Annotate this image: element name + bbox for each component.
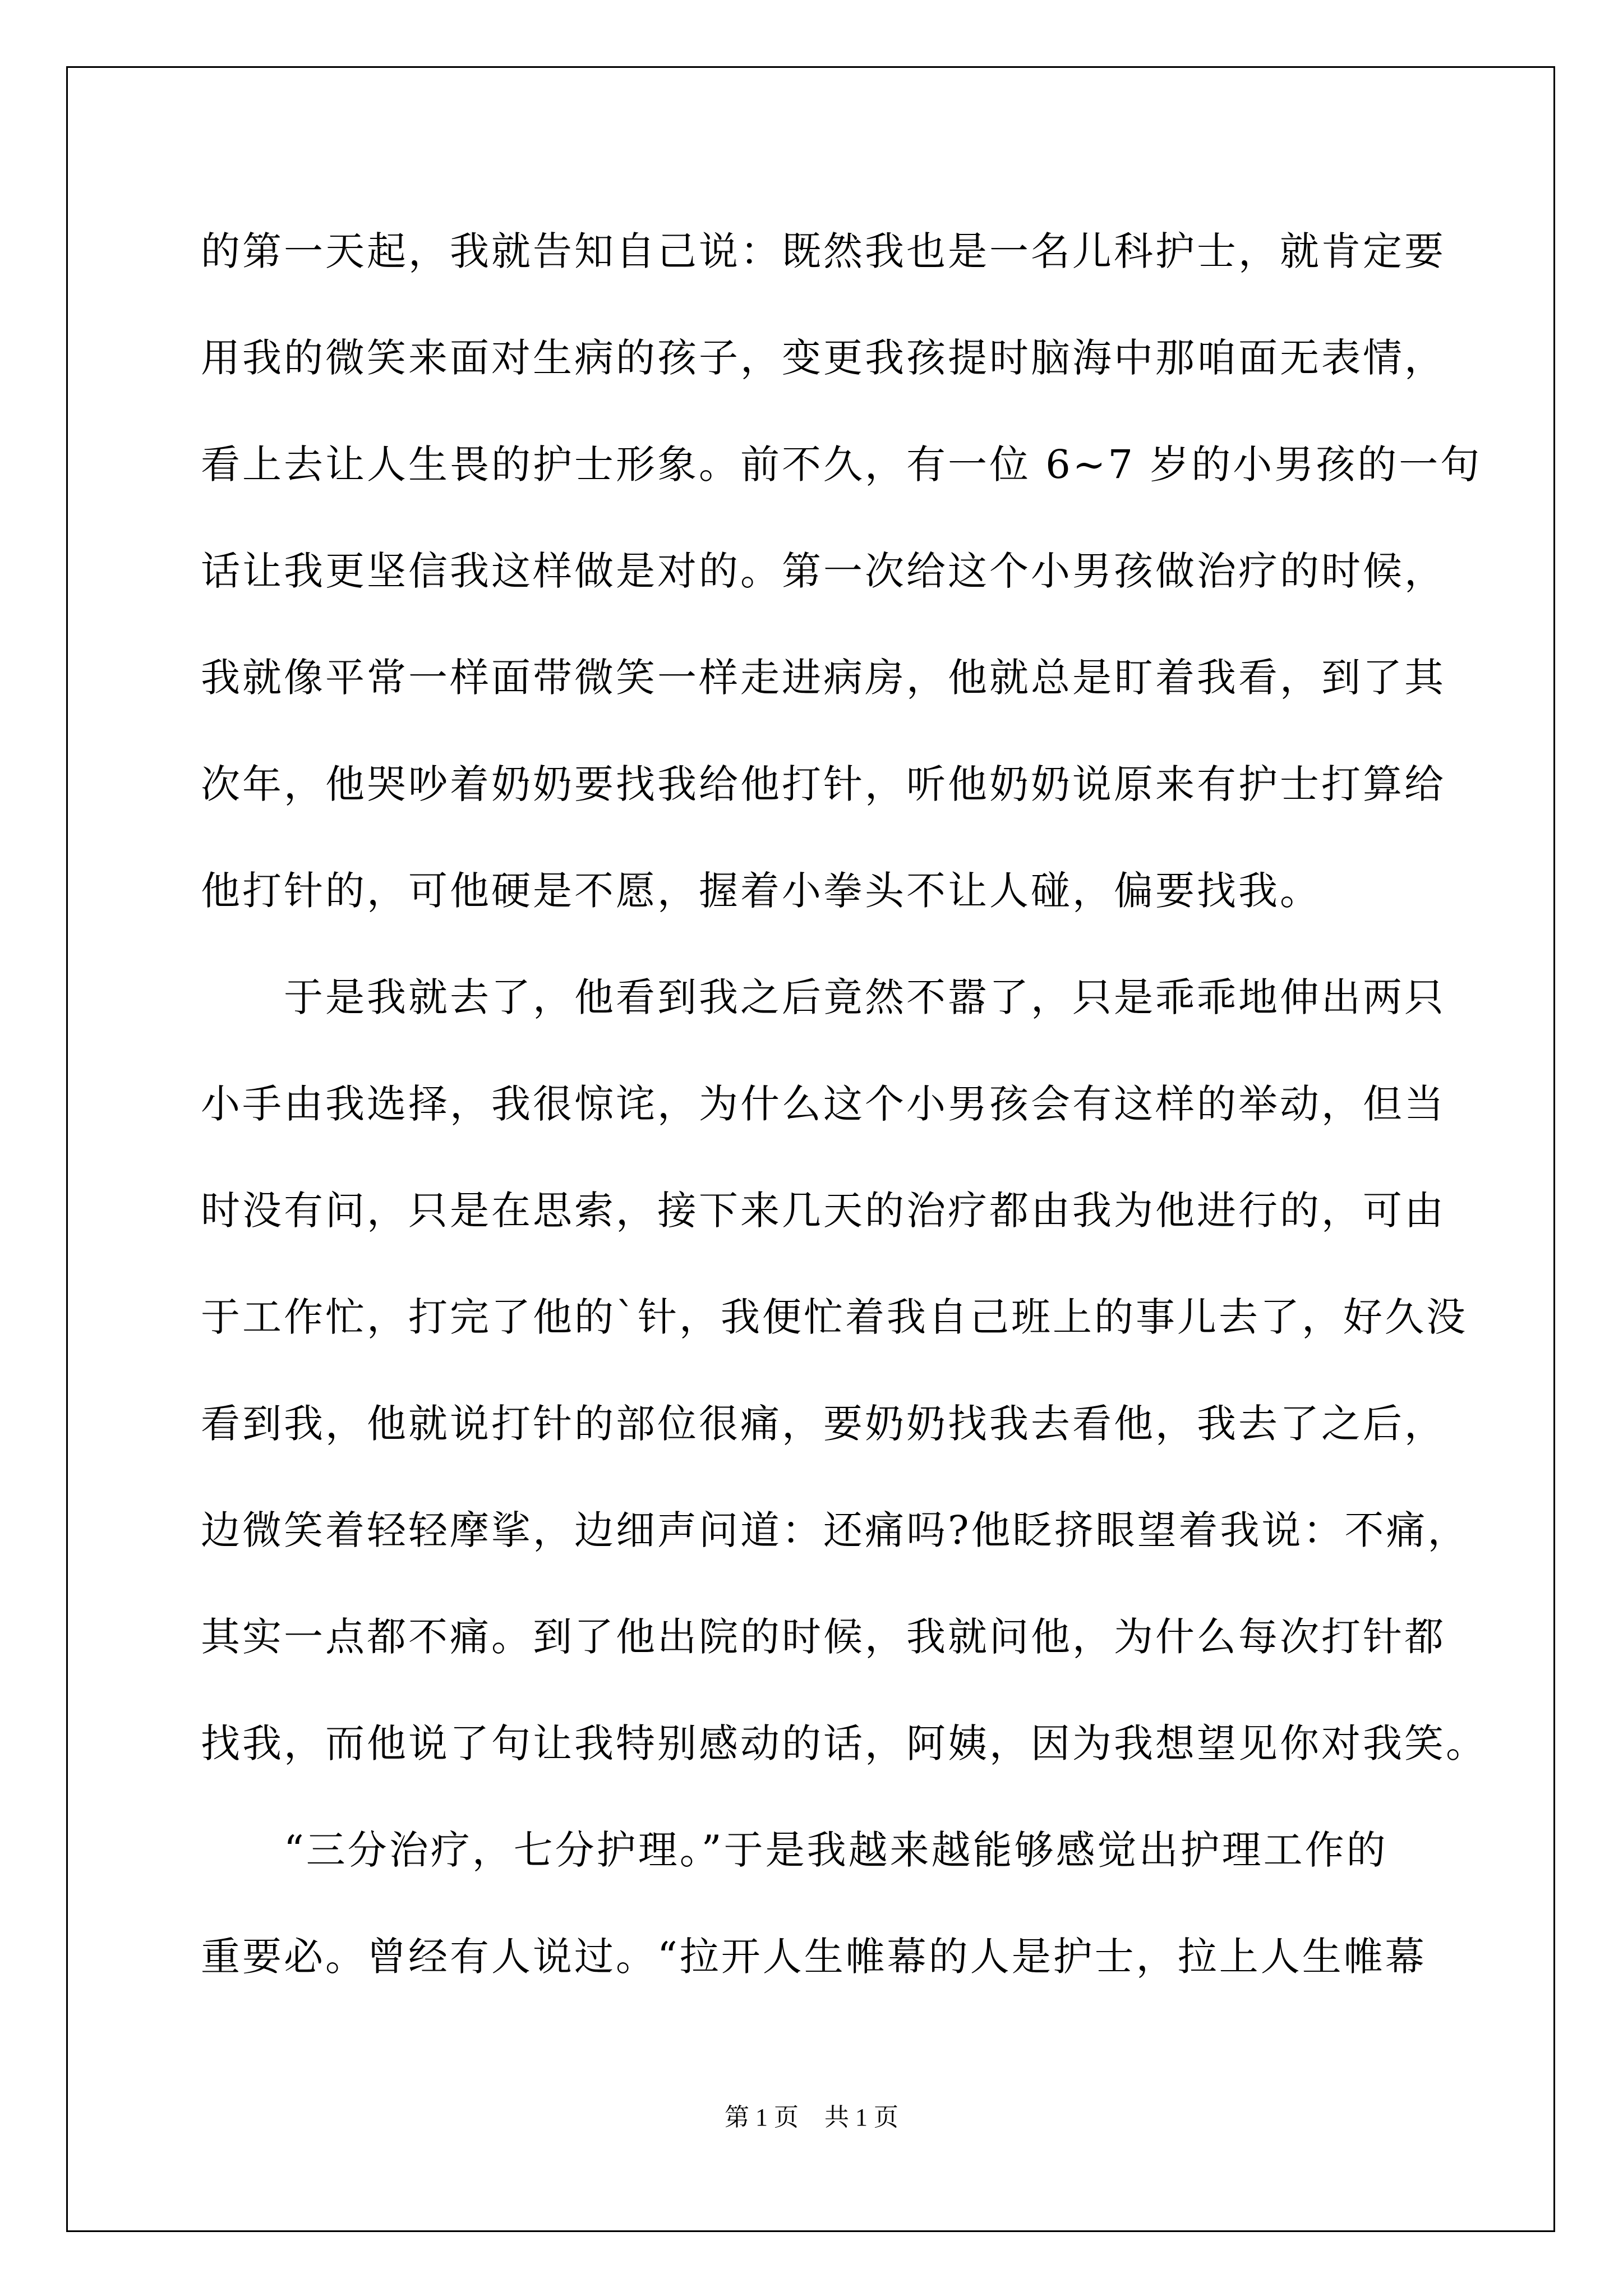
text-line: 时没有问，只是在思索，接下来几天的治疗都由我为他进行的，可由 [201,1188,1446,1234]
text-line: 其实一点都不痛。到了他出院的时候，我就问他，为什么每次打针都 [201,1614,1446,1660]
text-line: 找我，而他说了句让我特别感动的话，阿姨，因为我想望见你对我笑。 [201,1720,1487,1766]
text-line: 话让我更坚信我这样做是对的。第一次给这个小男孩做治疗的时候， [201,548,1446,594]
text-line: 的第一天起，我就告知自己说：既然我也是一名儿科护士，就肯定要 [201,228,1446,274]
text-line: 用我的微笑来面对生病的孩子，变更我孩提时脑海中那咱面无表情， [201,335,1446,381]
text-line: 看上去让人生畏的护士形象。前不久，有一位 6~7 岁的小男孩的一句 [201,441,1482,487]
text-line: 次年，他哭吵着奶奶要找我给他打针，听他奶奶说原来有护士打算给 [201,761,1446,807]
text-line: 边微笑着轻轻摩挲，边细声问道：还痛吗?他眨挤眼望着我说：不痛， [201,1507,1469,1553]
page-footer [0,2101,1623,2134]
page-number: 第 1 页 [725,2104,799,2131]
text-line: “三分治疗，七分护理。”于是我越来越能够感觉出护理工作的 [201,1827,1388,1873]
text-line: 小手由我选择，我很惊诧，为什么这个小男孩会有这样的举动，但当 [201,1081,1446,1127]
text-line: 他打针的，可他硬是不愿，握着小拳头不让人碰，偏要找我。 [201,868,1321,914]
text-line: 于工作忙，打完了他的`针，我便忙着我自己班上的事儿去了，好久没 [201,1294,1468,1340]
page-total: 共 1 页 [824,2104,898,2131]
text-line: 我就像平常一样面带微笑一样走进病房，他就总是盯着我看，到了其 [201,655,1446,701]
text-line: 看到我，他就说打针的部位很痛，要奶奶找我去看他，我去了之后， [201,1401,1446,1447]
text-line: 于是我就去了，他看到我之后竟然不嚣了，只是乖乖地伸出两只 [201,974,1446,1020]
document-body [201,220,1487,2032]
text-line: 重要必。曾经有人说过。“拉开人生帷幕的人是护士，拉上人生帷幕 [201,1934,1427,1980]
